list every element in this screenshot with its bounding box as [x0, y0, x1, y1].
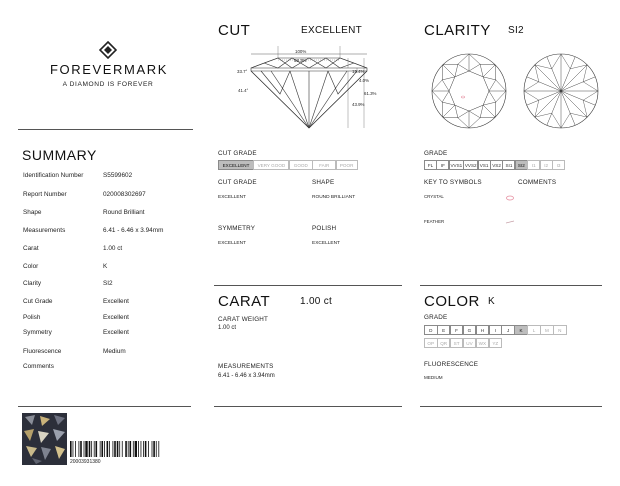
shape-label: SHAPE	[312, 179, 335, 186]
grade-cell: OP	[424, 338, 438, 348]
grade-cell: POOR	[336, 160, 358, 170]
summary-row-label: Cut Grade	[23, 298, 53, 305]
grade-cell: QR	[437, 338, 451, 348]
cut-value: EXCELLENT	[301, 25, 363, 36]
color-value: K	[488, 296, 495, 307]
grade-cell: I	[489, 325, 503, 335]
grade-cell: L	[527, 325, 541, 335]
grade-cell: H	[476, 325, 490, 335]
grade-cell: WX	[476, 338, 490, 348]
prop-girdle: 4.0%	[359, 78, 370, 83]
color-title: COLOR	[424, 293, 480, 310]
summary-row	[23, 298, 188, 308]
grade-cell: VVS2	[463, 160, 478, 170]
clarity-title: CLARITY	[424, 22, 491, 39]
prop-crown-height: 15.4%	[352, 69, 365, 74]
prop-depth: 61.3%	[364, 91, 377, 96]
divider	[214, 285, 402, 286]
summary-row	[23, 209, 188, 219]
feather-symbol-icon	[505, 219, 515, 225]
divider	[420, 285, 602, 286]
summary-row-value: SI2	[103, 280, 113, 287]
prop-table-total: 100%	[295, 49, 307, 54]
summary-row-label: Measurements	[23, 227, 66, 234]
summary-row-value: 6.41 - 6.46 x 3.94mm	[103, 227, 164, 234]
fluorescence-label: FLUORESCENCE	[424, 361, 479, 368]
grade-cell: E	[437, 325, 451, 335]
grade-cell: IF	[436, 160, 449, 170]
summary-row-value: Excellent	[103, 314, 129, 321]
summary-row-value: Excellent	[103, 329, 129, 336]
prop-pavilion-angle: 41.4°	[238, 88, 249, 93]
brand-name: FOREVERMARK	[50, 62, 169, 77]
clarity-grade-scale	[424, 160, 564, 170]
color-grade-scale-extended	[424, 338, 501, 348]
carat-value: 1.00 ct	[300, 296, 333, 307]
summary-row-label: Report Number	[23, 191, 67, 198]
summary-row	[23, 363, 188, 373]
cut-grade-scale-label: CUT GRADE	[218, 150, 257, 157]
grade-cell: FAIR	[312, 160, 336, 170]
barcode	[70, 441, 188, 457]
grade-cell: N	[553, 325, 567, 335]
color-grade-scale	[424, 325, 566, 335]
summary-row	[23, 263, 188, 273]
grade-cell: UV	[463, 338, 477, 348]
prop-crown-angle: 33.7°	[237, 69, 248, 74]
summary-row-value: Round Brilliant	[103, 209, 145, 216]
grade-cell: G	[463, 325, 477, 335]
measurements-label: MEASUREMENTS	[218, 363, 274, 370]
summary-row-label: Clarity	[23, 280, 42, 287]
summary-row	[23, 348, 188, 358]
crystal-symbol-icon	[505, 195, 515, 201]
cut-title: CUT	[218, 22, 251, 39]
summary-row	[23, 280, 188, 290]
grade-cell: VS2	[490, 160, 503, 170]
grade-cell: FL	[424, 160, 437, 170]
summary-row	[23, 329, 188, 339]
color-grade-label: GRADE	[424, 314, 448, 321]
summary-row	[23, 314, 188, 324]
cut-proportions-diagram	[236, 46, 386, 130]
grade-cell: SI1	[502, 160, 515, 170]
polish-label: POLISH	[312, 225, 337, 232]
divider	[214, 406, 402, 407]
clarity-plot-crown	[430, 52, 508, 130]
summary-row-value: 020008302697	[103, 191, 146, 198]
grade-cell: VERY GOOD	[253, 160, 289, 170]
shape-value: ROUND BRILLIANT	[312, 195, 356, 200]
carat-title: CARAT	[218, 293, 271, 310]
summary-row	[23, 227, 188, 237]
grade-cell: D	[424, 325, 438, 335]
key-to-symbols-label: KEY TO SYMBOLS	[424, 179, 482, 186]
polish-value: EXCELLENT	[312, 241, 340, 246]
summary-row	[23, 172, 188, 182]
summary-row-value: 1.00 ct	[103, 245, 123, 252]
prop-table-pct: 58.3%	[294, 58, 307, 63]
measurements-value: 6.41 - 6.46 x 3.94mm	[218, 373, 275, 379]
summary-row-value: K	[103, 263, 108, 270]
grade-cell: K	[514, 325, 528, 335]
summary-row-label: Identification Number	[23, 172, 84, 179]
symmetry-value: EXCELLENT	[218, 241, 246, 246]
grade-cell: ST	[450, 338, 464, 348]
grade-cell: EXCELLENT	[218, 160, 254, 170]
cut-grade-label: CUT GRADE	[218, 179, 257, 186]
grade-cell: YZ	[489, 338, 503, 348]
summary-row-label: Carat	[23, 245, 39, 252]
grade-cell: J	[501, 325, 515, 335]
carat-weight-value: 1.00 ct	[218, 325, 237, 331]
fluorescence-value: MEDIUM	[424, 375, 443, 380]
summary-row-label: Polish	[23, 314, 41, 321]
carat-weight-label: CARAT WEIGHT	[218, 316, 269, 323]
grade-cell: VS1	[478, 160, 491, 170]
diamond-logo-icon	[99, 41, 117, 59]
grade-cell: GOOD	[289, 160, 313, 170]
summary-row-label: Comments	[23, 363, 54, 370]
grade-cell: F	[450, 325, 464, 335]
brand-tagline: A DIAMOND IS FOREVER	[62, 81, 154, 88]
summary-row-label: Symmetry	[23, 329, 52, 336]
summary-row-value: Excellent	[103, 298, 129, 305]
summary-row-label: Fluorescence	[23, 348, 62, 355]
summary-row	[23, 191, 188, 201]
comments-label: COMMENTS	[518, 179, 557, 186]
prop-pavilion-depth: 43.9%	[352, 102, 365, 107]
clarity-plot-pavilion	[522, 52, 600, 130]
summary-row	[23, 245, 188, 255]
symbol-feather-label: FEATHER	[424, 219, 445, 224]
clarity-value: SI2	[508, 25, 524, 36]
summary-row-value: S5599602	[103, 172, 133, 179]
grade-cell: SI2	[515, 160, 528, 170]
grade-cell: I3	[552, 160, 565, 170]
grade-cell: VVS1	[449, 160, 464, 170]
divider	[420, 406, 602, 407]
divider	[18, 406, 191, 407]
clarity-grade-label: GRADE	[424, 150, 448, 157]
grade-cell: I1	[527, 160, 540, 170]
cut-grade-scale	[218, 160, 357, 170]
barcode-number: 20003931380	[70, 459, 101, 465]
diamond-photo	[22, 413, 67, 465]
symmetry-label: SYMMETRY	[218, 225, 256, 232]
summary-row-label: Color	[23, 263, 39, 270]
grade-cell: I2	[540, 160, 553, 170]
divider	[18, 129, 193, 130]
symbol-crystal-label: CRYSTAL	[424, 194, 444, 199]
summary-title: SUMMARY	[22, 147, 97, 163]
summary-row-value: Medium	[103, 348, 126, 355]
summary-row-label: Shape	[23, 209, 42, 216]
cut-grade-value: EXCELLENT	[218, 195, 246, 200]
grade-cell: M	[540, 325, 554, 335]
